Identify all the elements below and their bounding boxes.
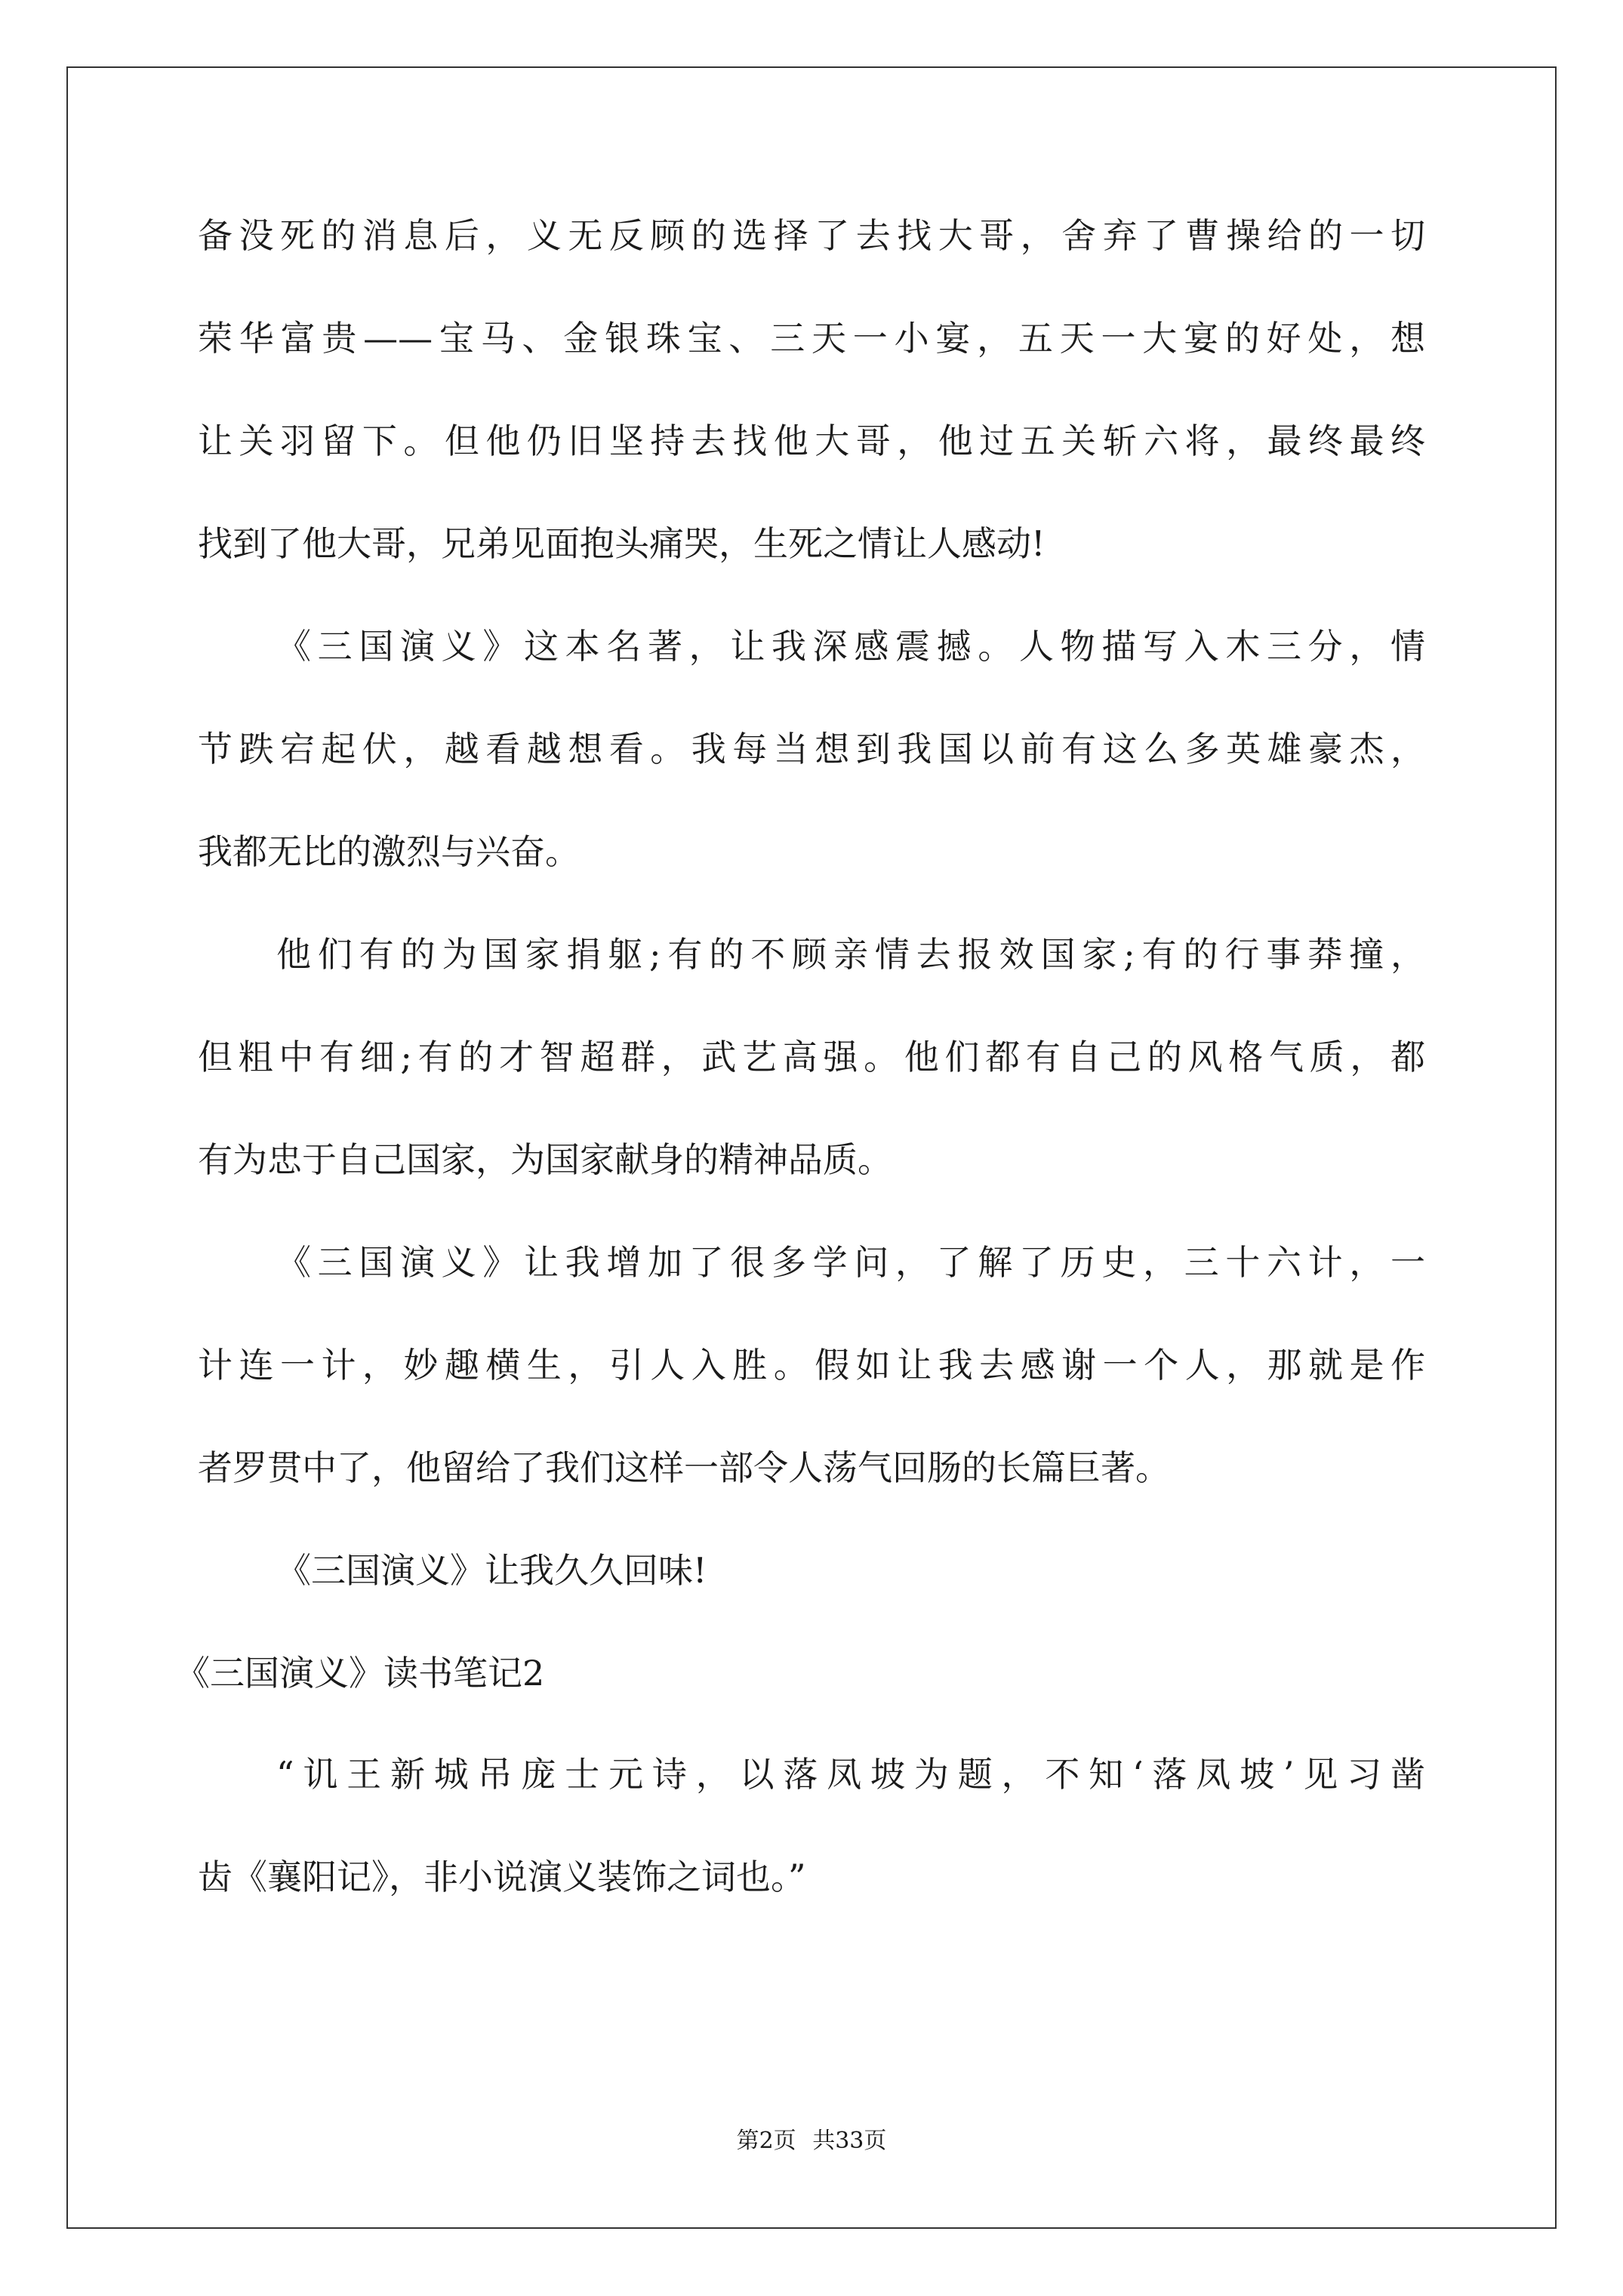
paragraph-start: “讥王新城吊庞士元诗，以落凤坡为题，不知‘落凤坡’见习凿 [276,1754,1425,1795]
text-line: 找到了他大哥，兄弟见面抱头痛哭，生死之情让人感动! [198,523,1046,564]
text-line: 者罗贯中了，他留给了我们这样一部令人荡气回肠的长篇巨著。 [198,1447,1170,1488]
page-footer [0,2126,1623,2156]
text-line: 有为忠于自己国家，为国家献身的精神品质。 [198,1139,892,1180]
text-line: 备没死的消息后，义无反顾的选择了去找大哥，舍弃了曹操给的一切 [198,215,1425,256]
text-line: 节跌宕起伏，越看越想看。我每当想到我国以前有这么多英雄豪杰， [198,729,1425,769]
paragraph-start: 他们有的为国家捐躯;有的不顾亲情去报效国家;有的行事莽撞， [276,934,1425,975]
text-line: 齿《襄阳记》，非小说演义装饰之词也。” [198,1857,806,1897]
text-line: 让关羽留下。但他仍旧坚持去找他大哥，他过五关斩六将，最终最终 [198,421,1425,461]
paragraph-start: 《三国演义》让我久久回味! [276,1550,707,1591]
text-line: 计连一计，妙趣横生，引人入胜。假如让我去感谢一个人，那就是作 [198,1345,1425,1385]
page-total: 共33页 [812,2128,887,2154]
paragraph-start: 《三国演义》让我增加了很多学问，了解了历史，三十六计，一 [276,1242,1425,1283]
text-line: 但粗中有细;有的才智超群，武艺高强。他们都有自己的风格气质，都 [198,1037,1425,1077]
paragraph-start: 《三国演义》这本名著，让我深感震撼。人物描写入木三分，情 [276,626,1425,667]
text-line: 我都无比的激烈与兴奋。 [198,831,580,872]
section-heading: 《三国演义》读书笔记2 [175,1653,545,1693]
text-line: 荣华富贵——宝马、金银珠宝、三天一小宴，五天一大宴的好处，想 [198,318,1425,359]
page-number: 第2页 [736,2128,796,2154]
